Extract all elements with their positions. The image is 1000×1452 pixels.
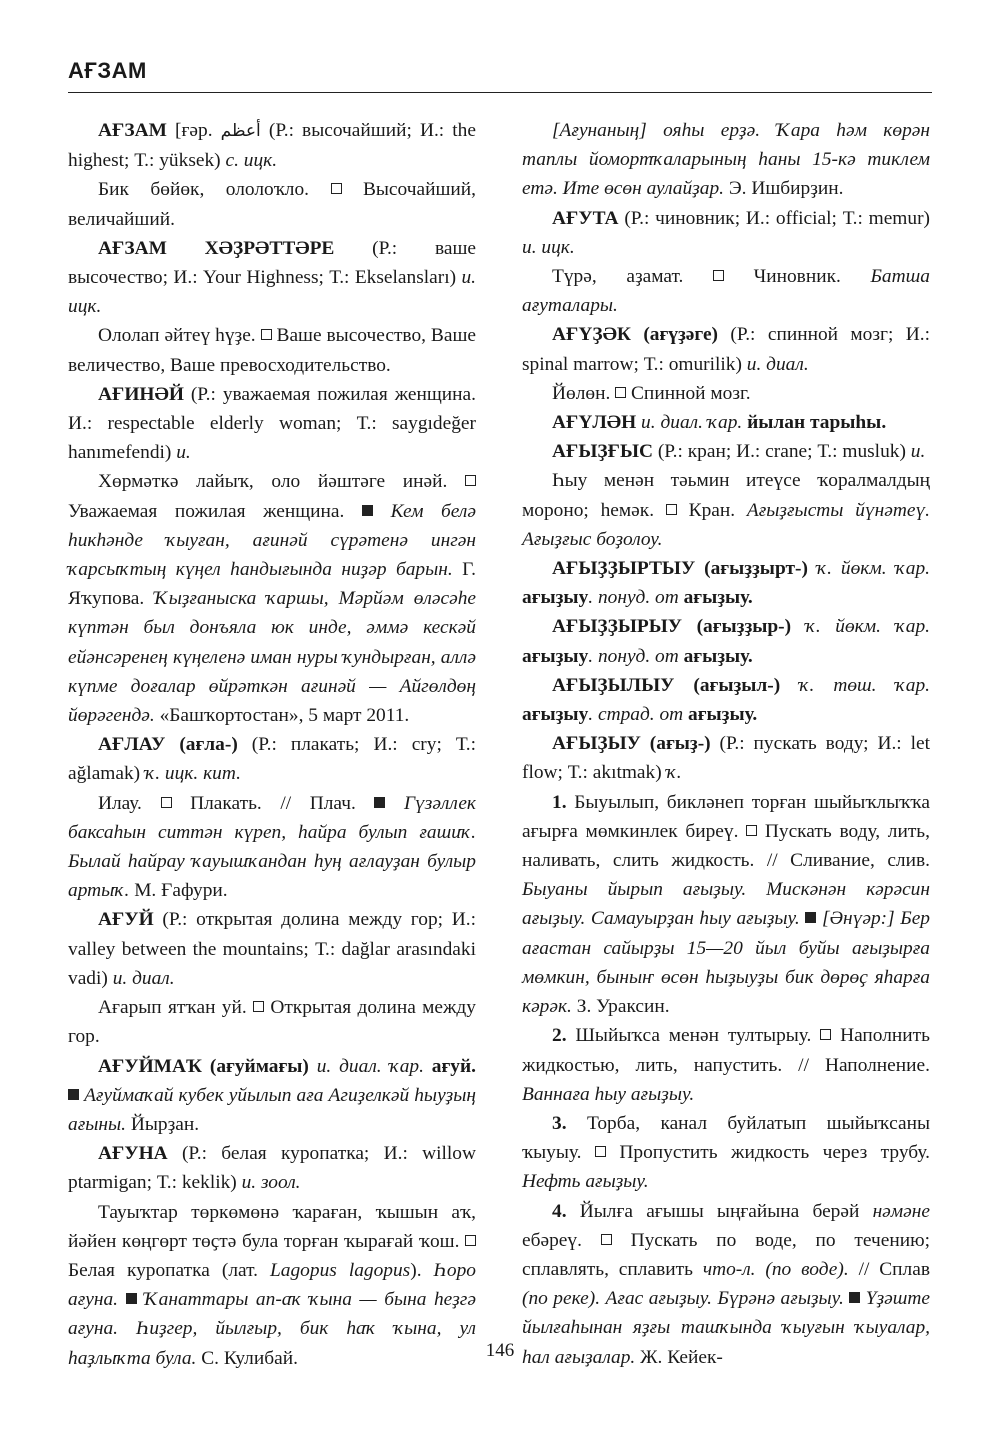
right-column (522, 116, 930, 1372)
entry-aguta: АҒУТА (Р.: чиновник; И.: official; Т.: memur) и. ицк. (522, 207, 930, 258)
square-icon (666, 504, 677, 515)
entry-aguymak: АҒУЙМАҠ (ағуймағы) и. диал. ҡар. ағуй. Ағуймаҡай кубек уйылып аға Агиҙелкәй һыуҙың ағыны. Йырҙан. (68, 1055, 476, 1135)
sense-2: 2. Шыйыҡса менән тултырыу. Наполнить жидкостью, лить, напустить. // Наполнение. Ваннаға һыу ағыҙыу. (522, 1025, 930, 1105)
definition: Ололап әйтеү һүҙе. Ваше высочество, Ваше величество, Ваше превосходительство. (68, 325, 476, 376)
entry-agyzzyryu: АҒЫҘҘЫРЫУ (ағыҙҙыр-) ҡ. йөкм. ҡар. ағыҙыу. понуд. от ағыҙыу. (522, 616, 931, 667)
square-icon (253, 1001, 264, 1012)
running-head: АҒЗАМ (68, 58, 147, 83)
entry-aglau: АҒЛАУ (ағла-) (Р.: плакать; И.: cry; Т.: ağlamak) ҡ. ицк. кит. (68, 734, 476, 785)
square-icon (465, 1235, 476, 1246)
definition: Түрә, аҙамат. Чиновник. Батша ағуталары. (522, 266, 930, 317)
entry-agyzyu: АҒЫҘЫУ (ағыҙ-) (Р.: пускать воду; И.: let flow; Т.: akıtmak) ҡ. (522, 733, 930, 784)
definition: Йөлөн. Спинной мозг. (552, 382, 751, 404)
entry-agyzylyu: АҒЫҘЫЛЫУ (ағыҙыл-) ҡ. төш. ҡар. ағыҙыу. страд. от ағыҙыу. (522, 674, 930, 726)
entry-agyzgys: АҒЫҘҒЫС (Р.: кран; И.: crane; Т.: musluk) и. (552, 441, 926, 463)
square-icon (261, 329, 272, 340)
entry-agzam-hadrattare: АҒЗАМ ХӘҘРӘТТӘРЕ (Р.: ваше высочество; И.: Your Highness; Т.: Ekselansları) и. ицк. (68, 237, 476, 318)
black-square-icon (805, 912, 816, 923)
entry-aguy: АҒУЙ (Р.: открытая долина между гор; И.: valley between the mountains; Т.: dağlar arasındaki vadi) и. диал. (68, 909, 476, 989)
definition: Ағарып ятҡан уй. Открытая долина между гор. (68, 997, 476, 1048)
definition: Һыу менән тәьмин итеүсе ҡоралмалдың мороно; һемәк. Кран. Ағыҙғысты йүнәтеү. Ағыҙғыс боҙолоу. (522, 470, 930, 550)
arabic-etymon: أعظم (220, 121, 261, 141)
entry-aguzak: АҒҮҘӘК (ағүҙәге) (Р.: спинной мозг; И.: spinal marrow; Т.: omurilik) и. диал. (522, 324, 930, 375)
black-square-icon (374, 797, 385, 808)
definition: Тауыҡтар төркөмөнә ҡараған, ҡышын аҡ, йәйен көңгөрт төҫтә була торған ҡырағай ҡош. Белая куропатка (лат. Lagopus lagopus). Һоро ағуна. Ҡанаттары ап-аҡ ҡына — бына һеҙгә ағуна. Һиҙгер, йылғыр, бик һаҡ ҡына, ул һаҙлыҡта була. С. Кулибай. (68, 1201, 476, 1369)
square-icon (746, 825, 757, 836)
page-number: 146 (485, 1340, 515, 1361)
entry-aginay: АҒИНӘЙ (Р.: уважаемая пожилая женщина. И.: respectable elderly woman; Т.: saygıdeğer hanımefendi) и. (68, 383, 476, 464)
square-icon (713, 270, 724, 281)
definition: Бик бөйөк, ололоҡло. Высочайший, величайший. (68, 179, 476, 230)
entry-agulan: АҒҮЛӘН и. диал. ҡар. йылан тарыһы. (552, 412, 887, 434)
entry-agyzzyrtyu: АҒЫҘҘЫРТЫУ (ағыҙҙырт-) ҡ. йөкм. ҡар. ағыҙыу. понуд. от ағыҙыу. (522, 558, 930, 609)
square-icon (601, 1234, 612, 1245)
square-icon (595, 1146, 606, 1157)
square-icon (161, 797, 172, 808)
square-icon (331, 183, 342, 194)
square-icon (615, 387, 626, 398)
black-square-icon (362, 505, 373, 516)
entry-aguna: АҒУНА (Р.: белая куропатка; И.: willow ptarmigan; Т.: keklik) и. зоол. (68, 1143, 476, 1194)
left-column (68, 116, 476, 1373)
square-icon (820, 1029, 831, 1040)
black-square-icon (849, 1292, 860, 1303)
definition: Илау. Плакать. // Плач. Гүзәллек баксаһын ситтән күреп, һайра булып ғашиҡ. Былай һайрау ҡауышҡандан һуң ағлауҙан булыр артыҡ. М. Ғафури. (68, 792, 476, 902)
sense-4: 4. Йылға ағышы ыңғайына берәй нәмәне ебәреү. Пускать по воде, по течению; сплавлять, сплавить что-л. (по воде). // Сплав (по реке). Ағас ағыҙыу. Бүрәнә ағыҙыу. Үҙәште йылғаһынан яҙғы ташҡында ҡыуғын ҡыуалар, һал ағыҙалар. Ж. Кейек- (522, 1200, 930, 1368)
definition: [Ағунаның] ояһы ерҙә. Ҡара һәм көрән таплы йомортҡаларының һаны 15-кә тиклем етә. Ите өсөн аулайҙар. Э. Ишбирҙин. (522, 120, 930, 200)
entry-agzam: АҒЗАМ [ғәр. أعظم (Р.: высочайший; И.: the highest; Т.: yüksek) с. ицк. (68, 120, 476, 172)
black-square-icon (68, 1089, 79, 1100)
definition: Хөрмәткә лайыҡ, оло йәштәге инәй. Уважаемая пожилая женщина. Кем белә һикһәнде ҡыуған, ағинәй сүрәтенә ингән ҡарсыҡтың күңел һандығында ниҙәр барын. Г. Яҡупова. Ҡыҙғаныска ҡаршы, Мәрйәм өләсәһе күптән был донъяла юк инде, әммә кескәй ейәнсәренең күңеленә иман нуры ҡундырған, аллә күпме доғалар өйрәткән ағинәй — Айгөлдөң йөрәгендә. «Башҡортостан», 5 март 2011. (68, 471, 476, 727)
square-icon (465, 475, 476, 486)
header-rule (68, 92, 932, 93)
black-square-icon (126, 1293, 137, 1304)
sense-3: 3. Торба, канал буйлатып шыйыҡсаны ҡыуыу. Пропустить жидкость через трубу. Нефть ағыҙыу. (522, 1112, 930, 1193)
sense-1: 1. Быуылып, бикләнеп торған шыйыҡлыҡҡа ағырға мөмкинлек биреү. Пускать воду, лить, наливать, слить жидкость. // Сливание, слив. Быуаны йырып ағыҙыу. Мискәнән кәрәсин ағыҙыу. Самауырҙан һыу ағыҙыу. [Әнүәр:] Бер ағастан сайырҙы 15—20 йыл буйы ағыҙырға мөмкин, быныҥ өсөн һыҙыуҙы бик дөрөҫ яһарға кәрәк. З. Ураксин. (522, 791, 930, 1018)
